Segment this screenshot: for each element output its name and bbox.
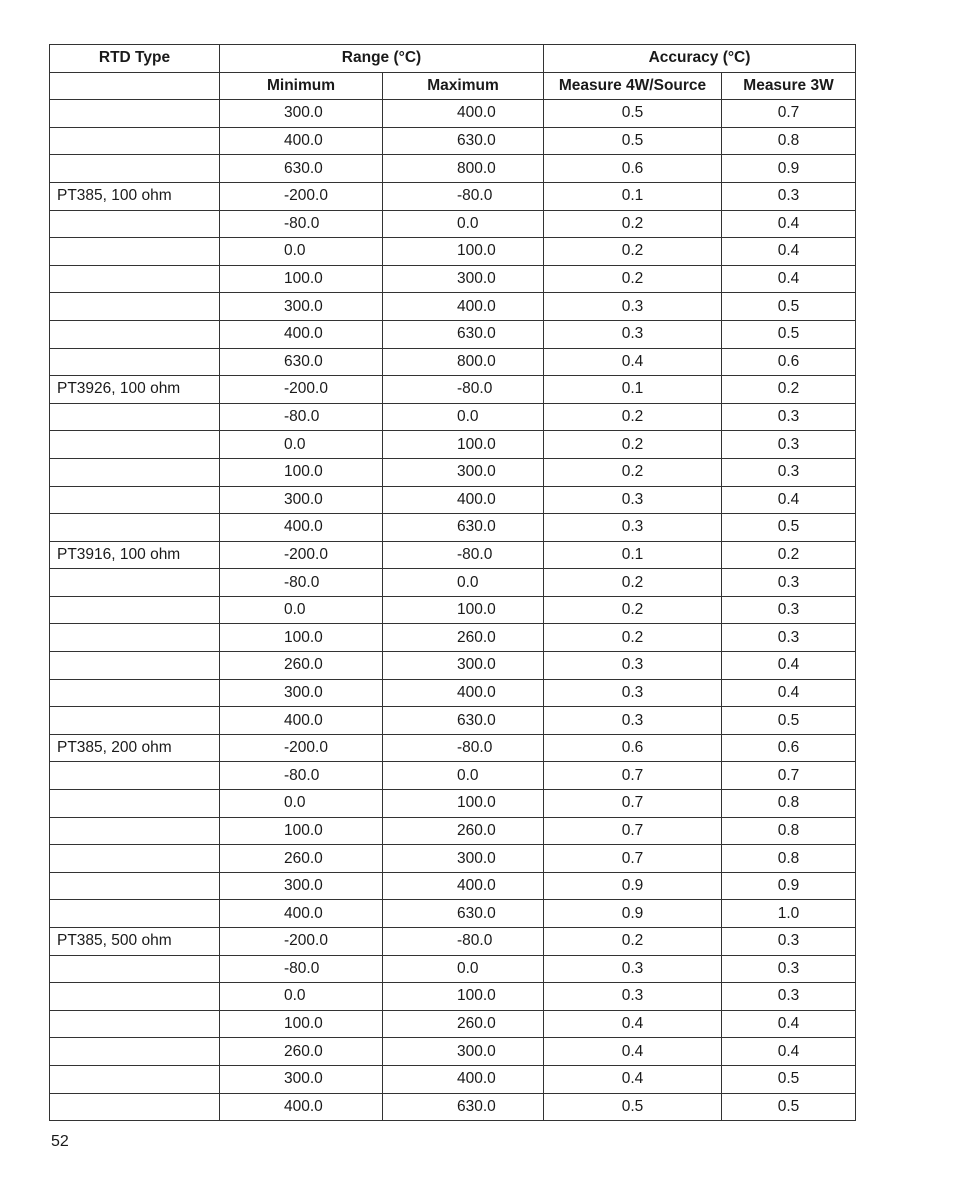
cell-rtd-type [50, 569, 220, 597]
cell-minimum: 400.0 [220, 900, 383, 928]
cell-measure-3w: 0.7 [722, 762, 856, 790]
cell-measure-3w: 0.6 [722, 348, 856, 376]
cell-measure-4w-source: 0.3 [544, 486, 722, 514]
cell-minimum: 100.0 [220, 624, 383, 652]
cell-maximum: 100.0 [383, 983, 544, 1011]
cell-maximum: 400.0 [383, 1065, 544, 1093]
cell-measure-4w-source: 0.2 [544, 265, 722, 293]
table-row [50, 155, 856, 183]
cell-measure-4w-source: 0.3 [544, 320, 722, 348]
cell-rtd-type [50, 596, 220, 624]
cell-minimum: 100.0 [220, 458, 383, 486]
cell-measure-3w: 0.3 [722, 928, 856, 956]
cell-minimum: 400.0 [220, 127, 383, 155]
cell-measure-3w: 0.5 [722, 1093, 856, 1121]
header-maximum: Maximum [383, 72, 544, 100]
cell-maximum: 630.0 [383, 514, 544, 542]
cell-measure-4w-source: 0.7 [544, 790, 722, 818]
cell-maximum: 100.0 [383, 596, 544, 624]
table-row [50, 320, 856, 348]
cell-measure-4w-source: 0.2 [544, 928, 722, 956]
cell-measure-3w: 0.5 [722, 707, 856, 735]
cell-measure-4w-source: 0.4 [544, 1010, 722, 1038]
header-range: Range (°C) [220, 45, 544, 73]
cell-measure-4w-source: 0.9 [544, 872, 722, 900]
cell-measure-4w-source: 0.2 [544, 403, 722, 431]
cell-rtd-type [50, 1010, 220, 1038]
cell-measure-4w-source: 0.9 [544, 900, 722, 928]
cell-rtd-type [50, 431, 220, 459]
cell-measure-4w-source: 0.5 [544, 127, 722, 155]
cell-rtd-type [50, 790, 220, 818]
cell-measure-3w: 0.5 [722, 514, 856, 542]
page-number: 52 [51, 1133, 69, 1150]
cell-measure-3w: 0.8 [722, 817, 856, 845]
cell-rtd-type [50, 155, 220, 183]
cell-minimum: 260.0 [220, 1038, 383, 1066]
cell-maximum: 400.0 [383, 486, 544, 514]
cell-measure-4w-source: 0.3 [544, 679, 722, 707]
table-row [50, 431, 856, 459]
table-row [50, 707, 856, 735]
cell-minimum: 630.0 [220, 348, 383, 376]
cell-minimum: 300.0 [220, 100, 383, 128]
cell-measure-3w: 0.7 [722, 100, 856, 128]
cell-rtd-type [50, 983, 220, 1011]
cell-measure-4w-source: 0.4 [544, 1038, 722, 1066]
table-row [50, 265, 856, 293]
cell-measure-3w: 0.8 [722, 845, 856, 873]
cell-measure-4w-source: 0.7 [544, 762, 722, 790]
cell-measure-3w: 0.3 [722, 431, 856, 459]
table-row [50, 624, 856, 652]
cell-measure-4w-source: 0.6 [544, 734, 722, 762]
cell-rtd-type [50, 403, 220, 431]
header-accuracy: Accuracy (°C) [544, 45, 856, 73]
cell-measure-4w-source: 0.2 [544, 624, 722, 652]
cell-rtd-type: PT385, 100 ohm [50, 182, 220, 210]
cell-minimum: -80.0 [220, 403, 383, 431]
header-row-secondary [50, 72, 856, 100]
cell-rtd-type [50, 624, 220, 652]
cell-measure-3w: 0.4 [722, 1038, 856, 1066]
cell-maximum: 0.0 [383, 762, 544, 790]
cell-maximum: 0.0 [383, 210, 544, 238]
cell-rtd-type [50, 348, 220, 376]
cell-measure-4w-source: 0.2 [544, 596, 722, 624]
table-row [50, 238, 856, 266]
table-row [50, 376, 856, 404]
table-row [50, 458, 856, 486]
table-row [50, 983, 856, 1011]
cell-maximum: 300.0 [383, 458, 544, 486]
cell-measure-3w: 0.3 [722, 182, 856, 210]
header-minimum: Minimum [220, 72, 383, 100]
header-row-primary [50, 45, 856, 73]
cell-rtd-type: PT3926, 100 ohm [50, 376, 220, 404]
cell-maximum: -80.0 [383, 376, 544, 404]
header-measure-3w: Measure 3W [722, 72, 856, 100]
cell-minimum: 300.0 [220, 1065, 383, 1093]
cell-measure-3w: 1.0 [722, 900, 856, 928]
cell-maximum: 0.0 [383, 403, 544, 431]
cell-measure-4w-source: 0.3 [544, 293, 722, 321]
cell-measure-4w-source: 0.2 [544, 210, 722, 238]
cell-rtd-type [50, 238, 220, 266]
cell-minimum: 100.0 [220, 1010, 383, 1038]
cell-rtd-type [50, 458, 220, 486]
cell-measure-3w: 0.4 [722, 1010, 856, 1038]
cell-maximum: 400.0 [383, 679, 544, 707]
cell-minimum: -200.0 [220, 734, 383, 762]
cell-measure-4w-source: 0.1 [544, 541, 722, 569]
cell-measure-3w: 0.3 [722, 458, 856, 486]
cell-minimum: 100.0 [220, 817, 383, 845]
table-row [50, 569, 856, 597]
cell-rtd-type [50, 100, 220, 128]
cell-rtd-type [50, 265, 220, 293]
cell-minimum: 0.0 [220, 790, 383, 818]
table-row [50, 762, 856, 790]
cell-measure-3w: 0.3 [722, 624, 856, 652]
header-measure-4w-source: Measure 4W/Source [544, 72, 722, 100]
cell-minimum: -200.0 [220, 376, 383, 404]
cell-rtd-type [50, 210, 220, 238]
cell-maximum: 100.0 [383, 431, 544, 459]
cell-measure-3w: 0.2 [722, 376, 856, 404]
cell-measure-4w-source: 0.3 [544, 707, 722, 735]
cell-measure-3w: 0.4 [722, 652, 856, 680]
cell-rtd-type [50, 127, 220, 155]
cell-rtd-type [50, 872, 220, 900]
cell-measure-4w-source: 0.4 [544, 1065, 722, 1093]
cell-rtd-type [50, 762, 220, 790]
cell-measure-3w: 0.4 [722, 679, 856, 707]
cell-measure-4w-source: 0.2 [544, 238, 722, 266]
cell-maximum: 300.0 [383, 1038, 544, 1066]
table-row [50, 1065, 856, 1093]
table-row [50, 928, 856, 956]
cell-maximum: 400.0 [383, 293, 544, 321]
cell-rtd-type [50, 293, 220, 321]
header-blank [50, 72, 220, 100]
table-row [50, 872, 856, 900]
cell-minimum: -80.0 [220, 569, 383, 597]
cell-measure-3w: 0.4 [722, 265, 856, 293]
cell-measure-4w-source: 0.7 [544, 817, 722, 845]
cell-minimum: 400.0 [220, 320, 383, 348]
cell-maximum: -80.0 [383, 541, 544, 569]
cell-maximum: 630.0 [383, 320, 544, 348]
cell-minimum: 400.0 [220, 707, 383, 735]
cell-measure-4w-source: 0.5 [544, 1093, 722, 1121]
cell-minimum: 260.0 [220, 652, 383, 680]
cell-minimum: 0.0 [220, 596, 383, 624]
cell-rtd-type [50, 1093, 220, 1121]
cell-minimum: 0.0 [220, 431, 383, 459]
cell-maximum: 100.0 [383, 238, 544, 266]
cell-measure-3w: 0.3 [722, 403, 856, 431]
cell-measure-3w: 0.2 [722, 541, 856, 569]
cell-maximum: 0.0 [383, 569, 544, 597]
cell-measure-3w: 0.6 [722, 734, 856, 762]
cell-measure-4w-source: 0.3 [544, 955, 722, 983]
cell-minimum: -200.0 [220, 541, 383, 569]
cell-measure-3w: 0.9 [722, 155, 856, 183]
cell-minimum: 300.0 [220, 872, 383, 900]
cell-maximum: 260.0 [383, 624, 544, 652]
cell-maximum: 630.0 [383, 1093, 544, 1121]
cell-measure-4w-source: 0.5 [544, 100, 722, 128]
rtd-accuracy-table [49, 44, 856, 1121]
cell-measure-4w-source: 0.4 [544, 348, 722, 376]
table-row [50, 790, 856, 818]
cell-maximum: 300.0 [383, 652, 544, 680]
cell-measure-3w: 0.5 [722, 293, 856, 321]
cell-rtd-type [50, 486, 220, 514]
cell-measure-4w-source: 0.2 [544, 458, 722, 486]
cell-measure-4w-source: 0.1 [544, 182, 722, 210]
cell-measure-3w: 0.3 [722, 955, 856, 983]
cell-minimum: 300.0 [220, 679, 383, 707]
cell-rtd-type: PT385, 200 ohm [50, 734, 220, 762]
cell-minimum: 100.0 [220, 265, 383, 293]
cell-minimum: 300.0 [220, 486, 383, 514]
table-row [50, 293, 856, 321]
cell-maximum: 400.0 [383, 872, 544, 900]
cell-minimum: -80.0 [220, 762, 383, 790]
cell-measure-3w: 0.9 [722, 872, 856, 900]
cell-maximum: 630.0 [383, 707, 544, 735]
cell-minimum: -80.0 [220, 955, 383, 983]
table-row [50, 182, 856, 210]
table-row [50, 541, 856, 569]
table-body [50, 100, 856, 1121]
cell-measure-3w: 0.8 [722, 127, 856, 155]
cell-rtd-type: PT385, 500 ohm [50, 928, 220, 956]
cell-maximum: 260.0 [383, 1010, 544, 1038]
table-row [50, 127, 856, 155]
cell-measure-3w: 0.8 [722, 790, 856, 818]
table-row [50, 210, 856, 238]
cell-measure-4w-source: 0.3 [544, 652, 722, 680]
cell-rtd-type [50, 652, 220, 680]
cell-maximum: 0.0 [383, 955, 544, 983]
cell-measure-3w: 0.3 [722, 596, 856, 624]
cell-minimum: -200.0 [220, 928, 383, 956]
cell-measure-3w: 0.4 [722, 210, 856, 238]
cell-rtd-type [50, 1065, 220, 1093]
table-row [50, 514, 856, 542]
table-row [50, 1010, 856, 1038]
header-rtd-type: RTD Type [50, 45, 220, 73]
table-row [50, 845, 856, 873]
table-row [50, 348, 856, 376]
cell-maximum: -80.0 [383, 182, 544, 210]
cell-maximum: 630.0 [383, 127, 544, 155]
cell-maximum: -80.0 [383, 734, 544, 762]
cell-measure-4w-source: 0.6 [544, 155, 722, 183]
cell-minimum: 300.0 [220, 293, 383, 321]
cell-maximum: 800.0 [383, 348, 544, 376]
cell-measure-3w: 0.3 [722, 983, 856, 1011]
table-row [50, 679, 856, 707]
cell-maximum: 400.0 [383, 100, 544, 128]
cell-maximum: -80.0 [383, 928, 544, 956]
cell-measure-4w-source: 0.2 [544, 431, 722, 459]
table-row [50, 100, 856, 128]
table-row [50, 1093, 856, 1121]
cell-rtd-type [50, 320, 220, 348]
table-row [50, 955, 856, 983]
cell-maximum: 800.0 [383, 155, 544, 183]
cell-minimum: 630.0 [220, 155, 383, 183]
cell-maximum: 300.0 [383, 845, 544, 873]
table-row [50, 486, 856, 514]
cell-measure-3w: 0.4 [722, 486, 856, 514]
cell-minimum: 400.0 [220, 1093, 383, 1121]
cell-rtd-type [50, 707, 220, 735]
table-row [50, 403, 856, 431]
cell-minimum: 260.0 [220, 845, 383, 873]
cell-rtd-type [50, 1038, 220, 1066]
cell-minimum: 0.0 [220, 983, 383, 1011]
cell-measure-4w-source: 0.3 [544, 514, 722, 542]
cell-measure-3w: 0.4 [722, 238, 856, 266]
cell-measure-3w: 0.5 [722, 1065, 856, 1093]
table-row [50, 900, 856, 928]
cell-maximum: 630.0 [383, 900, 544, 928]
table-row [50, 1038, 856, 1066]
cell-minimum: 400.0 [220, 514, 383, 542]
cell-rtd-type [50, 817, 220, 845]
cell-rtd-type [50, 955, 220, 983]
cell-rtd-type [50, 900, 220, 928]
cell-measure-3w: 0.3 [722, 569, 856, 597]
cell-measure-4w-source: 0.7 [544, 845, 722, 873]
table-row [50, 652, 856, 680]
cell-measure-4w-source: 0.1 [544, 376, 722, 404]
cell-maximum: 260.0 [383, 817, 544, 845]
cell-maximum: 100.0 [383, 790, 544, 818]
cell-rtd-type: PT3916, 100 ohm [50, 541, 220, 569]
cell-rtd-type [50, 679, 220, 707]
table-row [50, 596, 856, 624]
cell-measure-3w: 0.5 [722, 320, 856, 348]
cell-measure-4w-source: 0.2 [544, 569, 722, 597]
cell-minimum: -80.0 [220, 210, 383, 238]
table-row [50, 817, 856, 845]
cell-minimum: -200.0 [220, 182, 383, 210]
cell-minimum: 0.0 [220, 238, 383, 266]
cell-maximum: 300.0 [383, 265, 544, 293]
cell-rtd-type [50, 514, 220, 542]
table-row [50, 734, 856, 762]
cell-rtd-type [50, 845, 220, 873]
cell-measure-4w-source: 0.3 [544, 983, 722, 1011]
